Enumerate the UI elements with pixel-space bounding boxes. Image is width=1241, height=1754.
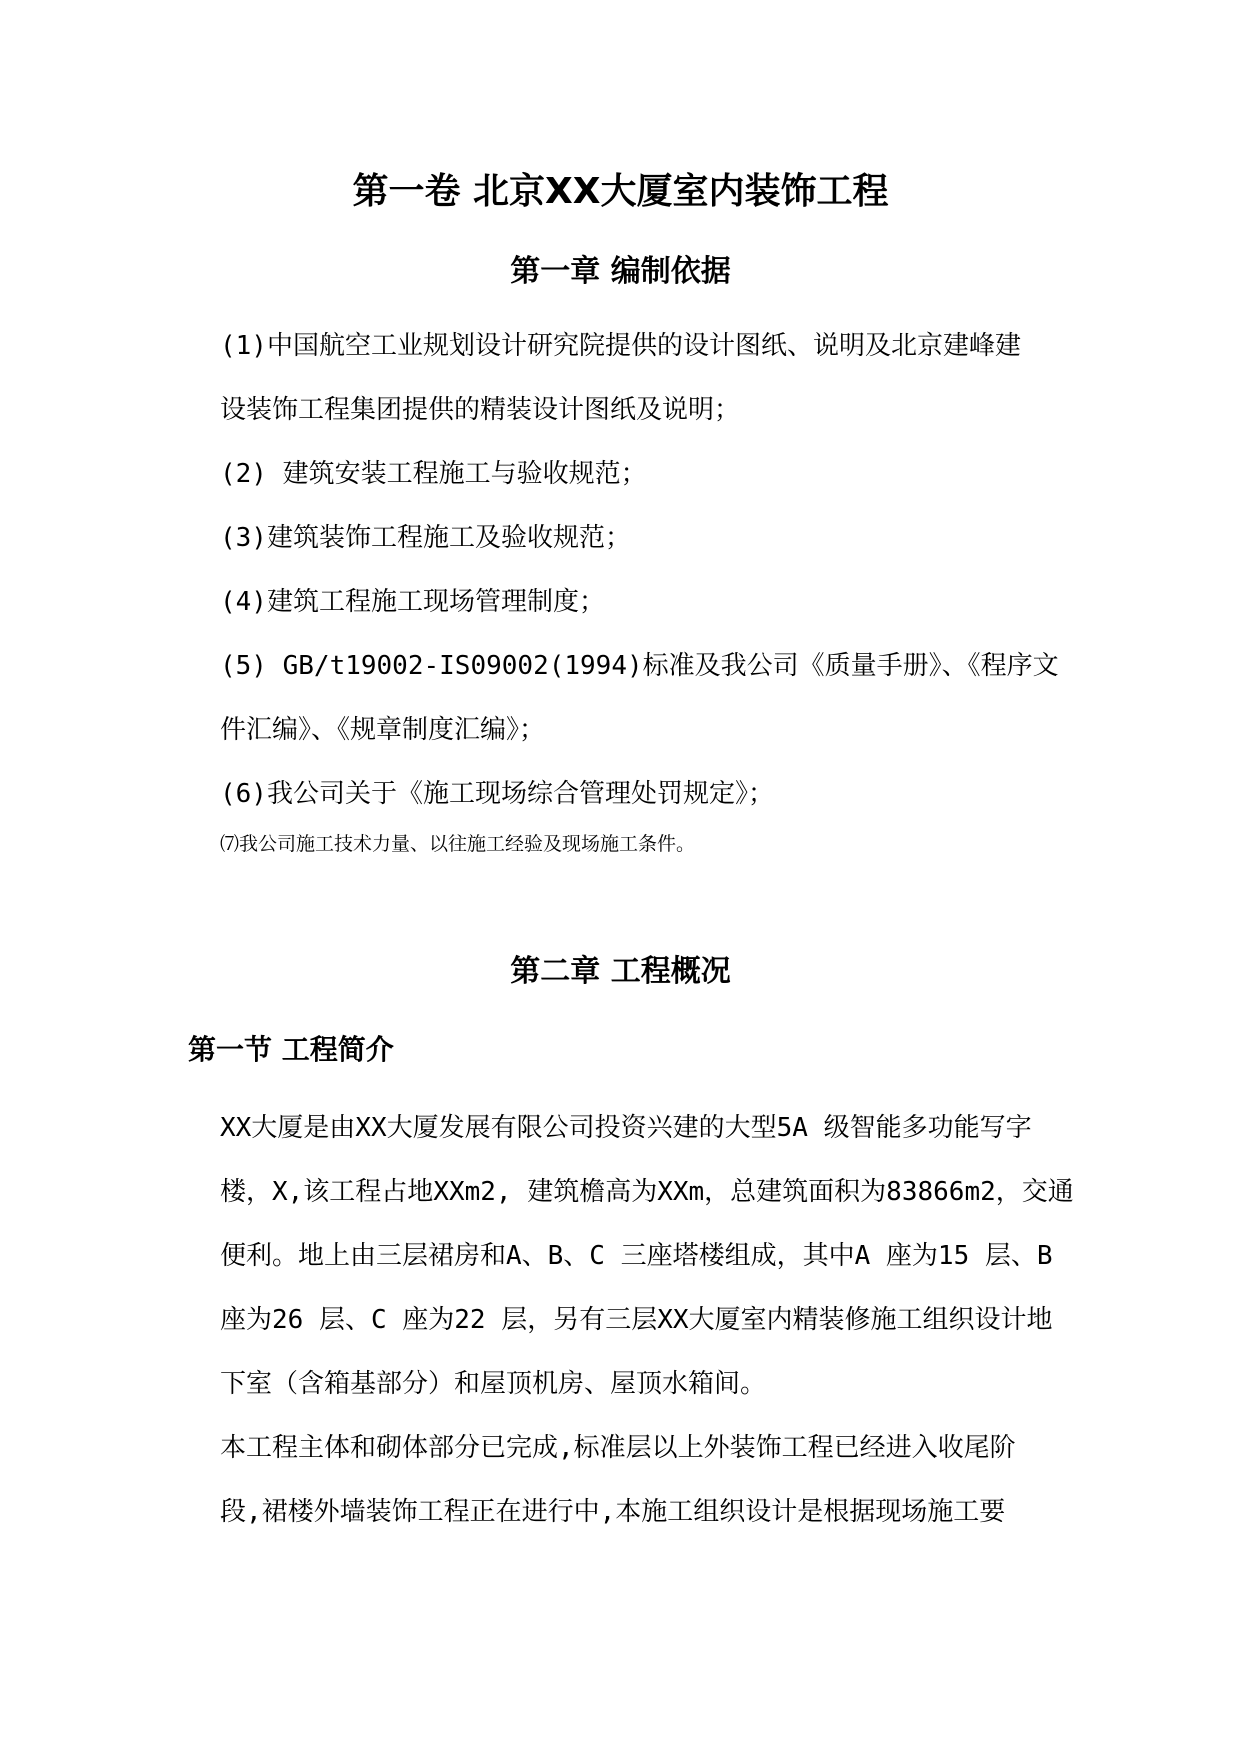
overview-paragraph-1-line-4: 座为26 层、C 座为22 层，另有三层XX大厦室内精装修施工组织设计地 [220,1305,1053,1335]
basis-item-4: (4)建筑工程施工现场管理制度； [220,587,605,617]
basis-item-1-line-2: 设装饰工程集团提供的精装设计图纸及说明； [220,395,741,425]
overview-paragraph-1-line-1: XX大厦是由XX大厦发展有限公司投资兴建的大型5A 级智能多功能写字 [220,1113,1032,1143]
basis-item-7: ⑺我公司施工技术力量、以往施工经验及现场施工条件。 [220,833,696,855]
chapter-2-title: 第二章 工程概况 [510,954,731,989]
section-1-title: 第一节 工程简介 [188,1033,394,1066]
basis-item-1-line-1: (1)中国航空工业规划设计研究院提供的设计图纸、说明及北京建峰建 [220,331,1021,361]
basis-item-2: (2) 建筑安装工程施工与验收规范； [220,459,647,489]
basis-item-5-line-2: 件汇编》、《规章制度汇编》； [220,715,546,745]
basis-item-5-line-1: (5) GB/t19002-IS09002(1994)标准及我公司《质量手册》、《程序文 [220,651,1059,681]
chapter-1-title: 第一章 编制依据 [510,254,731,289]
overview-paragraph-1-line-5: 下室（含箱基部分）和屋顶机房、屋顶水箱间。 [220,1369,767,1399]
volume-title: 第一卷 北京XX大厦室内装饰工程 [352,171,889,212]
overview-paragraph-2-line-1: 本工程主体和砌体部分已完成,标准层以上外装饰工程已经进入收尾阶 [220,1433,1016,1463]
basis-item-3: (3)建筑装饰工程施工及验收规范； [220,523,631,553]
overview-paragraph-1-line-3: 便利。地上由三层裙房和A、B、C 三座塔楼组成，其中A 座为15 层、B [220,1241,1053,1271]
basis-item-6: (6)我公司关于《施工现场综合管理处罚规定》； [220,779,774,809]
overview-paragraph-1-line-2: 楼，X,该工程占地XXm2, 建筑檐高为XXm，总建筑面积为83866m2，交通 [220,1177,1074,1207]
overview-paragraph-2-line-2: 段,裙楼外墙装饰工程正在进行中,本施工组织设计是根据现场施工要 [220,1497,1006,1527]
